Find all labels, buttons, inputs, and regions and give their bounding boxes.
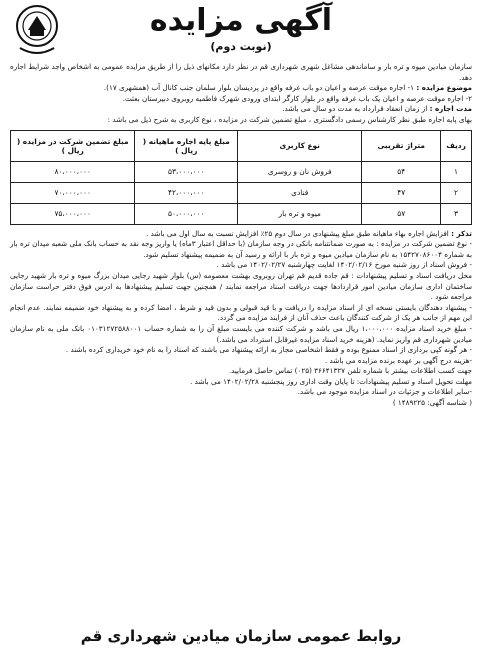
price-intro: بهای پایه اجاره طبق نظر کارشناس رسمی دادگستری ، مبلغ تضمین شرکت در مزایده ، نوع کاربری به شرح ذیل می باشد : — [107, 114, 472, 124]
cell-deposit: ۷۰،۰۰۰،۰۰۰ — [11, 182, 135, 203]
header-area: متراژ تقریبی — [362, 130, 441, 161]
duration-line — [10, 104, 472, 115]
cell-use: قنادی — [238, 182, 362, 203]
subject-item-1: ۱- اجاره موقت عرصه و اعیان دو باب غرفه واقع در پردیسان بلوار سلمان جنب کانال آب (همشهری ۱۷). — [103, 83, 415, 93]
contact-note: جهت کسب اطلاعات بیشتر با شماره تلفن ۳۶۶۴۱۳۲۷ (۰۲۵) تماس حاصل فرمایید. — [228, 366, 472, 376]
header-idx: ردیف — [441, 130, 472, 161]
municipality-logo — [14, 4, 60, 58]
cell-base: ۴۲،۰۰۰،۰۰۰ — [135, 182, 238, 203]
note-label: تذکر : — [451, 228, 472, 238]
note-line — [10, 229, 472, 240]
notice-title: آگهی مزایده — [149, 3, 333, 38]
lots-table — [10, 130, 472, 225]
table-row — [11, 161, 472, 182]
intro-paragraph: سازمان میادین میوه و تره بار و ساماندهی مشاغل شهری شهرداری قم در نظر دارد مکانهای ذیل را از طریق مزایده عمومی به اشخاص واجد شرایط اجاره دهد. — [10, 62, 472, 82]
cell-area: ۵۴ — [362, 161, 441, 182]
address-note: محل دریافت اسناد و تسلیم پیشنهادات : قم جاده قدیم قم تهران روبروی بهشت معصومه (س) بلوار شهید رجایی میدان بزرگ میوه و تره بار شهید رجایی ساختمان اداری سازمان میادین امور قراردادها جهت دریافت اسناد مراجعه نمایند / همچنین جهت تسلیم پیشنهادها به ادرس فوق دفتر حراست سازمان مراجعه شود . — [10, 270, 472, 302]
note-text: افزایش اجاره بهاء ماهیانه طبق مبلغ پیشنهادی در سال دوم ۲۵٪ افزایش نسبت به سال اول می باشد . — [146, 228, 449, 238]
cell-use: فروش نان و روسری — [238, 161, 362, 182]
footer-signature: روابط عمومی سازمان میادین شهرداری قم — [80, 627, 402, 645]
cell-idx: ۳ — [441, 203, 472, 224]
duration-text: از زمان انعقاد قرارداد به مدت دو سال می باشد. — [282, 104, 428, 114]
header-deposit: مبلغ تضمین شرکت در مزایده ( ریال ) — [11, 130, 135, 161]
offers-note: - پیشنهاد دهندگان بایستی نسخه ای از اسناد مزایده را دریافت و با قید قبولی و بدون قید و شرط ، امضا کرده و به پیشنهاد خود ضمیمه نمایند. عدم انجام این مهم از جانب هر یک از شرکت کنندگان باعث حذف آنان از فرایند مزایده می گردد. — [10, 302, 472, 323]
table-row — [11, 203, 472, 224]
cell-idx: ۱ — [441, 161, 472, 182]
cell-area: ۵۷ — [362, 203, 441, 224]
header-base: مبلغ پایه اجاره ماهیانه ( ریال ) — [135, 130, 238, 161]
sale-period-note: - فروش اسناد از روز شنبه مورخ ۱۴۰۲/۰۲/۱۶ لغایت چهارشنبه ۱۴۰۲/۰۲/۲۷ می باشد . — [216, 260, 472, 270]
cell-deposit: ۸۰،۰۰۰،۰۰۰ — [11, 161, 135, 182]
cell-area: ۴۷ — [362, 182, 441, 203]
cell-use: میوه و تره بار — [238, 203, 362, 224]
subject-label: موضوع مزایده : — [416, 83, 472, 93]
notice-id: ( شناسه آگهی: ۱۴۸۹۲۲۵ ) — [392, 398, 472, 408]
duration-label: مدت اجاره : — [429, 104, 472, 114]
other-info-note: -سایر اطلاعات و جزئیات در اسناد مزایده موجود می باشد. — [297, 387, 472, 397]
cell-base: ۵۳،۰۰۰،۰۰۰ — [135, 161, 238, 182]
table-header-row — [11, 130, 472, 161]
cell-deposit: ۷۵،۰۰۰،۰۰۰ — [11, 203, 135, 224]
price-note: - مبلغ خرید اسناد مزایده ۱،۰۰۰،۰۰۰ ریال می باشد و شرکت کننده می بایست مبلغ آن را به شماره حساب ۰۱۰۳۱۲۷۲۵۸۸۰۰۱ بانک ملی به نام سازمان میادین شهرداری قم واریز نماید. (هزینه خرید اسناد مزایده غیرقابل استرداد می باشد.) — [10, 323, 472, 344]
notice-subtitle: (نوبت دوم) — [210, 40, 272, 53]
deadline-note: مهلت تحویل اسناد و تسلیم پیشنهادات: تا پایان وقت اداری روز پنجشنبه ۱۴۰۲/۰۲/۲۸ می باشد . — [190, 376, 472, 386]
cell-base: ۵۰،۰۰۰،۰۰۰ — [135, 203, 238, 224]
ad-cost-note: -هزینه درج آگهی بر عهده برنده مزایده می باشد . — [324, 355, 472, 365]
copy-note: - هر گونه کپی برداری از اسناد ممنوع بوده و فقط اشخاصی مجاز به ارائه پیشنهاد می باشند که اسناد را به نام خود خریداری کرده باشند . — [65, 345, 472, 355]
cell-idx: ۲ — [441, 182, 472, 203]
subject-item-2: ۲- اجاره موقت عرصه و اعیان یک باب غرفه واقع در بلوار کارگر ابتدای ورودی شهرک فاطمیه روبروی دبیرستان بعثت. — [122, 93, 472, 103]
deposit-note: - نوع تضمین شرکت در مزایده : به صورت ضمانتنامه بانکی در وجه سازمان (با حداقل اعتبار ۳ماه) یا واریز وجه نقد به حساب بانک ملی شعبه میدان تره بار به شماره ۱۵۴۲۷۰۸۶۰۰۴ به نام سازمان میادین میوه و تره بار با ارائه و رسید آن به ضمیمه پیشنهاد تسلیم شود. — [10, 239, 472, 259]
header-use: نوع کاربری — [238, 130, 362, 161]
table-row — [11, 182, 472, 203]
notice-header — [10, 4, 472, 62]
subject-line-1 — [10, 83, 472, 94]
